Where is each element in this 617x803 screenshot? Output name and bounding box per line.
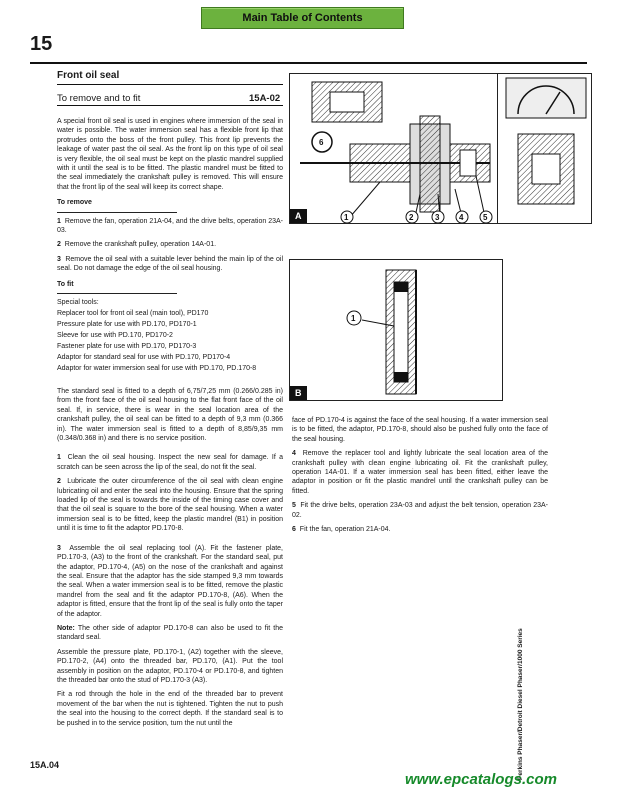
right-column [292,416,548,539]
figure-a-callout [432,211,444,223]
figure-a-label: A [290,209,307,223]
assemble-paragraph: Assemble the pressure plate, PD.170-1, (A2) together with the sleeve, PD.170-2, (A4) onto the threaded bar, PD.170, (A1). Put the tool assembly in position on the adaptor, PD.170-4 or PD.170-8, and tighten the threaded bar onto the stud of PD.170-3 (A3). [57,648,283,684]
operation-code: 15A-02 [249,93,281,104]
fit-step: 4 Remove the replacer tool and lightly lubricate the seal location area of the crankshaft pulley with clean engine lubricating oil. Fit the crankshaft pulley, operation 14A-01. If a water immersion seal has been fitted, either leave the adaptor in position or fit the plastic mandrel until the crankshaft pulley can be fitted. [292,450,549,495]
fit-rule [57,293,177,294]
svg-text:1: 1 [351,314,356,323]
intro-paragraph: A special front oil seal is used in engines where immersion of the seal in water is possible. The water immersion seal has a flexible front lip that protrudes onto the boss of the front pulley. This front lip prevents the leakage of water past the oil seal. As the front lip on this type of oil seal is very flexible, the oil seal must be kept on the plastic mandrel supplied with it until the seal is to be fitted. The plastic mandrel must be fitted to the seal immediately the crankshaft pulley is removed. This will ensure that the front lip of the seal will keep its correct shape. [57,118,283,191]
figure-b-drawing [290,260,503,401]
remove-heading: To remove [57,199,92,207]
operation-rule [57,105,283,106]
figure-a-callout [456,211,468,223]
figure-a [289,73,498,224]
figure-a-callout [319,138,324,147]
operation-title: To remove and to fit [57,93,141,104]
svg-text:5: 5 [483,213,488,222]
svg-text:3: 3 [435,213,440,222]
tool-item: Sleeve for use with PD.170, PD170-2 [57,331,173,339]
figure-a-callout [341,211,353,223]
chapter-number: 15 [30,33,53,55]
note-paragraph: Note: The other side of adaptor PD.170-8 can also be used to fit the standard seal. [57,624,283,642]
figure-a-callout [406,211,418,223]
tool-item: Replacer tool for front oil seal (main tool), PD170 [57,310,209,317]
svg-text:2: 2 [409,213,414,222]
fit-step: 3 Assemble the oil seal replacing tool (A). Fit the fastener plate, PD.170-3, (A3) to the front of the crankshaft. For the standard seal, put the adaptor, PD.170-4, (A5) on the nose of the crankshaft and against the seal. Ensure that the adaptor has the side stamped 9,3 mm towards the seal. When a water immersion seal is to be fitted, remove the plastic mandrel from the seal and fit the adaptor PD.170-8, (A6). When the adaptor is fitted, ensure that the front lip of the seal is fully onto the taper of the adaptor. [57,544,283,618]
page-code: 15A.04 [30,760,60,770]
header-rule [30,62,587,64]
figure-b-callout [347,311,361,325]
figure-a-callout [480,211,492,223]
tools-heading: Special tools: [57,299,99,307]
tool-item: Fastener plate for use with PD.170, PD170-3 [57,342,197,350]
remove-step: 2 Remove the crankshaft pulley, operation 14A-01. [57,241,217,249]
left-column-top [57,117,283,374]
rod-paragraph: Fit a rod through the hole in the end of the threaded bar to prevent movement of the bar when the nut is tightened. Tighten the nut to push the seal into the housing to the correct depth. If the standard seal is to be pushed in to the service position, turn the nut until the [57,691,283,727]
fit-step: 6 Fit the fan, operation 21A-04. [292,526,391,534]
tool-item: Adaptor for standard seal for use with PD.170, PD170-4 [57,353,231,361]
figure-a-gauge-panel [498,73,592,224]
main-toc-button[interactable]: Main Table of Contents [201,7,404,29]
fit-step: 5 Fit the drive belts, operation 23A-03 and adjust the belt tension, operation 23A-02. [292,502,548,519]
fit-step: 1 Clean the oil seal housing. Inspect the new seal for damage. If a scratch can be seen across the lip of the seal, do not fit the seal. [57,454,283,471]
gauge-icon [498,74,592,224]
continued-paragraph: face of PD.170-4 is against the face of the seal housing. If a water immersion seal is to be fitted, the adaptor, PD.170-8, should also be pushed fully onto the face of the seal housing. [292,417,548,443]
remove-step: 1 Remove the fan, operation 21A-04, and the drive belts, operation 23A-03. [57,217,283,235]
side-series-text: Perkins Phaser/Detroit Diesel Phaser/1000 Series [517,628,524,780]
figure-a-drawing [290,74,498,224]
svg-text:4: 4 [459,213,464,222]
section-rule [57,84,283,85]
figure-b-label: B [290,386,307,400]
fit-heading: To fit [57,280,74,288]
fit-step: 2 Lubricate the outer circumference of the oil seal with clean engine lubricating oil and enter the seal into the housing. Ensure that the spring loaded lip of the seal is towards the inside of the timing case cover and that the oil seal is square to the bore of the seal housing. When a water immersion seal is to be fitted, keep the plastic mandrel (B1) in position until it is time to fit the adaptor PD.170-8. [57,478,283,533]
svg-text:6: 6 [319,138,324,147]
left-column-bottom [57,387,283,733]
remove-rule [57,212,177,213]
figure-b [289,259,503,401]
svg-text:1: 1 [344,213,349,222]
watermark: www.epcatalogs.com [405,771,557,788]
section-title: Front oil seal [57,70,120,81]
remove-step: 3 Remove the oil seal with a suitable lever behind the main lip of the oil seal. Do not damage the edge of the oil seal housing. [57,255,284,273]
standard-depth-paragraph: The standard seal is fitted to a depth of 6,75/7,25 mm (0.266/0.285 in) from the front face of the oil seal housing to the flat front face of the oil seal. If, in service, there is wear in the seal location area of the crankshaft pulley, the oil seal can be fitted to a depth of 9,3 mm (0.366 in). The water immersion seal is fitted to a depth of 8,85/9,35 mm (0.348/0.368 in) and there is no service position. [57,388,283,443]
tool-item: Pressure plate for use with PD.170, PD170-1 [57,320,197,328]
tool-item: Adaptor for water immersion seal for use with PD.170, PD.170-8 [57,364,257,372]
